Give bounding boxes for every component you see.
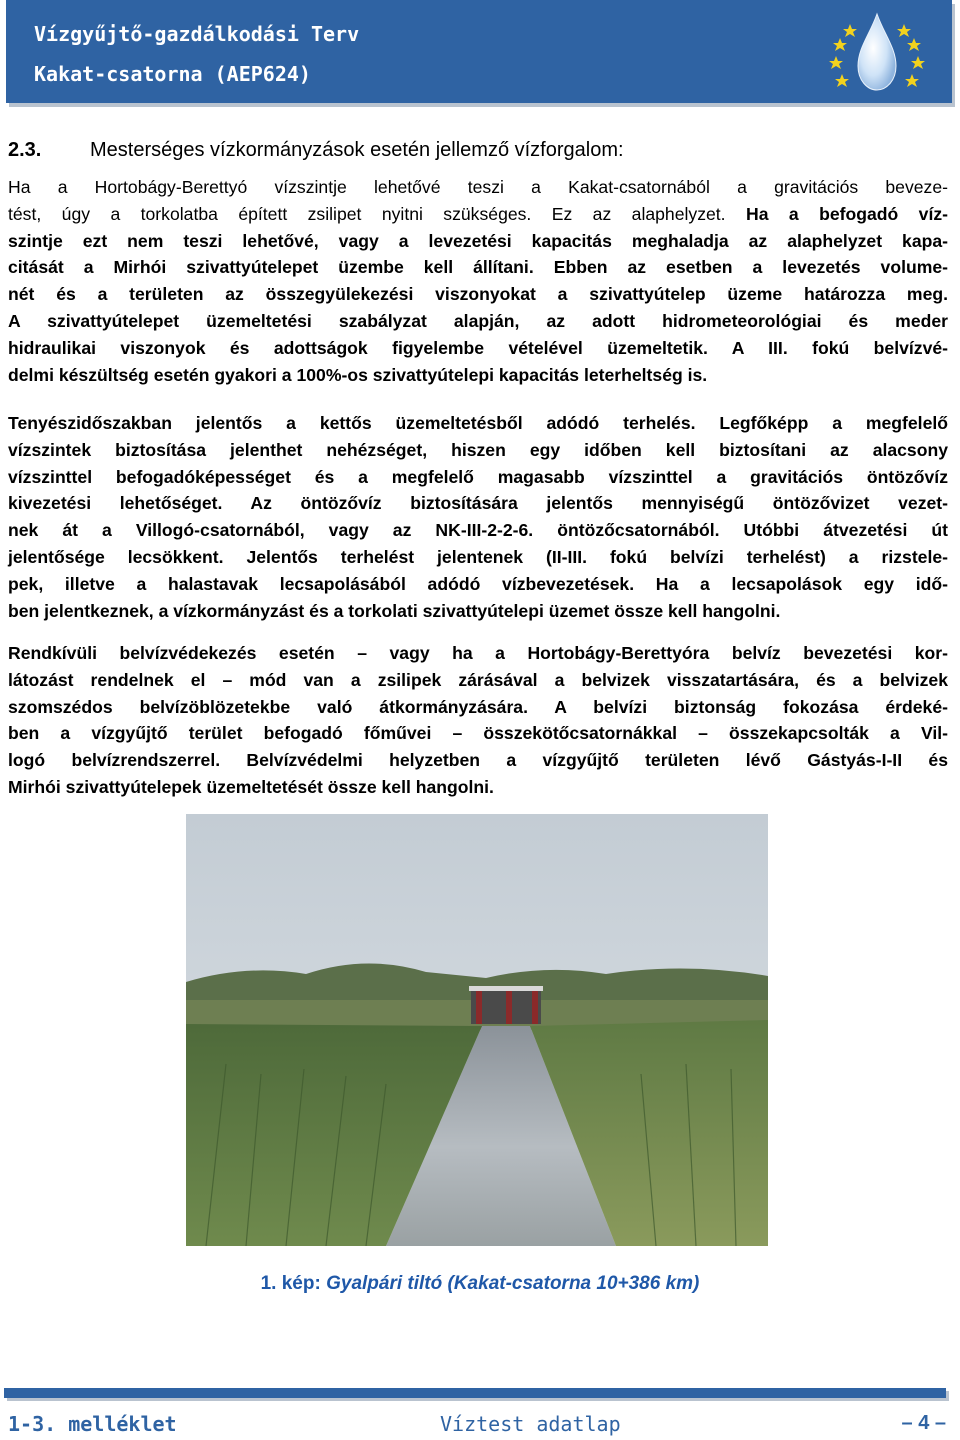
text-line: Mirhói szivattyútelepek üzemeltetését össze kell hangolni. (8, 776, 494, 797)
text-line: szintje ezt nem teszi lehetővé, vagy a levezetési kapacitás meghaladja az alaphelyzet kapa- (8, 230, 948, 251)
caption-prefix: 1. kép: (260, 1273, 321, 1294)
canal-photo (186, 814, 768, 1246)
text-line: kivezetési lehetőséget. Az öntözővíz biztosítására jelentős mennyiségű öntözővizet vezet- (8, 493, 948, 514)
text-line: citását a Mirhói szivattyútelepet üzembe kell állítani. Ebben az esetben a levezetés volume- (8, 257, 948, 278)
text-line: delmi készültség esetén gyakori a 100%-os szivattyútelepi kapacitás leterheltség is. (8, 364, 708, 385)
text-line: Rendkívüli belvízvédekezés esetén – vagy ha a Hortobágy-Berettyóra belvíz bevezetési kor- (8, 643, 948, 663)
section-number: 2.3. (8, 139, 42, 161)
text-line: hidraulikai viszonyok és adottságok figyelembe vételével üzemeltetik. A III. fokú belvízvé- (8, 337, 948, 358)
text-line: vízszinttel befogadóképességet és a megfelelő magasabb vízszinttel a gravitációs öntözővíz (8, 466, 948, 487)
paragraph-1 (8, 174, 948, 388)
text-line: Ha a Hortobágy-Berettyó vízszintje lehetővé teszi a Kakat-csatornából a gravitációs beveze- (8, 177, 948, 197)
footer-center: Víztest adatlap (440, 1412, 621, 1436)
text-line: jelentősége lecsökkent. Jelentős terhelést jelentenek (II-III. fokú belvízi terhelést) a rizstele- (8, 546, 948, 567)
text-line: logó belvízrendszerrel. Belvízvédelmi helyzetben a vízgyűjtő területen lévő Gástyás-I-II és (8, 750, 948, 771)
paragraph-2 (8, 410, 948, 624)
text-line: ben a vízgyűjtő terület befogadó főművei – összekötőcsatornákkal – összekapcsolták a Vil- (8, 723, 948, 744)
footer-left: 1-3. melléklet (8, 1412, 177, 1436)
text-line: Tenyészidőszakban jelentős a kettős üzemeltetésből adódó terhelés. Legfőképp a megfelelő (8, 413, 948, 433)
page-number: – 4 – (901, 1412, 946, 1434)
canal-photo-illustration (186, 814, 768, 1246)
text-line: nek át a Villogó-csatornából, vagy az NK-III-2-2-6. öntözőcsatornából. Utóbbi átvezetési út (8, 520, 948, 541)
caption-text: Gyalpári tiltó (Kakat-csatorna 10+386 km) (326, 1273, 700, 1294)
text-line: vízszintek biztosítása jelenthet nehézséget, hiszen egy időben kell biztosítani az alacsony (8, 439, 948, 460)
footer-divider (4, 1388, 946, 1398)
text-line: ben jelentkeznek, a vízkormányzást és a torkolati szivattyútelepi üzemet össze kell hangolni. (8, 600, 781, 621)
section-title: Mesterséges vízkormányzások esetén jellemző vízforgalom: (90, 139, 624, 161)
water-drop-eu-stars-icon (822, 8, 932, 94)
text-line: nét és a területen az összegyülekezési viszonyokat a szivattyútelep üzeme határozza meg. (8, 284, 948, 305)
header-title: Vízgyűjtő-gazdálkodási Terv (34, 22, 360, 46)
header-subtitle: Kakat-csatorna (AEP624) (34, 62, 311, 86)
photo-caption (0, 1273, 960, 1295)
paragraph-3 (8, 640, 948, 801)
text-line: pek, illetve a halastavak lecsapolásából adódó vízbevezetések. Ha a lecsapolások egy idő- (8, 573, 948, 594)
text-line: A szivattyútelepet üzemeltetési szabályzat alapján, az adott hidrometeorológiai és meder (8, 310, 948, 331)
page-header (6, 0, 952, 103)
section-heading (8, 139, 624, 162)
text-line: látozást rendelnek el – mód van a zsilipek zárásával a belvizek visszatartására, és a belvizek (8, 669, 948, 690)
text-line: szomszédos belvízöblözetekbe való átkormányzására. A belvízi biztonság fokozása érdeké- (8, 696, 948, 717)
text-line: tést, úgy a torkolatba épített zsilipet nyitni szükséges. Ez az alaphelyzet. Ha a befogadó víz- (8, 203, 949, 224)
